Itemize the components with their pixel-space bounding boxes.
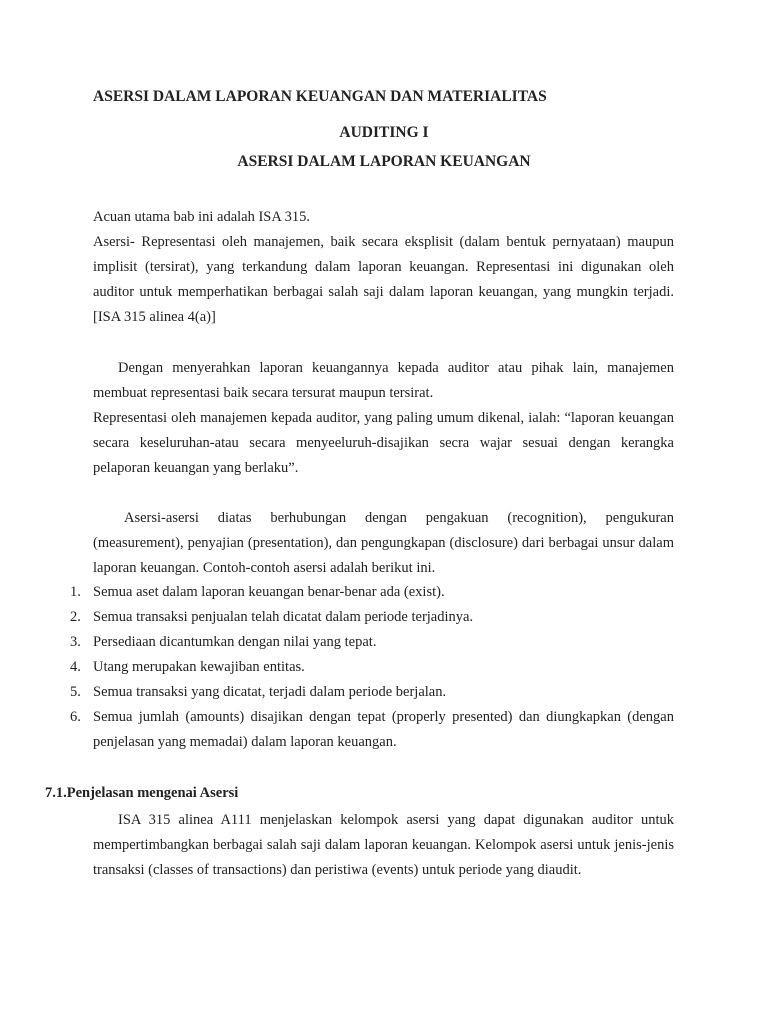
list-item-text: Semua transaksi yang dicatat, terjadi dalam periode berjalan. [93, 684, 447, 700]
subtitle-auditing: AUDITING I [339, 124, 429, 141]
list-item-number: 5. [70, 684, 81, 700]
section-heading: 7.1.Penjelasan mengenai Asersi [45, 785, 239, 801]
list-item-text: Semua transaksi penjualan telah dicatat dalam periode terjadinya. [93, 609, 474, 625]
list-item-text: Semua jumlah (amounts) disajikan dengan tepat (properly presented) dan diungkapkan (dengan penjelasan yang memadai) dalam laporan keuangan. [93, 709, 674, 750]
list-item [0, 680, 768, 705]
paragraph-representation: Dengan menyerahkan laporan keuangannya kepada auditor atau pihak lain, manajemen membuat representasi baik secara tersurat maupun tersirat. [93, 360, 674, 401]
list-item-text: Utang merupakan kewajiban entitas. [93, 659, 305, 675]
list-item [0, 655, 768, 680]
list-item-number: 1. [70, 584, 81, 600]
list-item-text: Semua aset dalam laporan keuangan benar-benar ada (exist). [93, 584, 445, 600]
paragraph-definition: Asersi- Representasi oleh manajemen, baik secara eksplisit (dalam bentuk pernyataan) maupun implisit (tersirat), yang terkandung dalam laporan keuangan. Representasi ini digunakan oleh auditor untuk memperhatikan berbagai salah saji dalam laporan keuangan, yang mungkin terjadi. [ISA 315 alinea 4(a)] [93, 234, 674, 325]
document-title: ASERSI DALAM LAPORAN KEUANGAN DAN MATERIALITAS [93, 88, 547, 105]
list-item-number: 6. [70, 709, 81, 725]
list-item-number: 3. [70, 634, 81, 650]
list-item [0, 705, 768, 755]
assertion-examples-list [0, 580, 768, 755]
subtitle-asersi: ASERSI DALAM LAPORAN KEUANGAN [237, 153, 531, 170]
paragraph-reference: Acuan utama bab ini adalah ISA 315. [93, 209, 311, 225]
paragraph-management-representation: Representasi oleh manajemen kepada auditor, yang paling umum dikenal, ialah: “laporan keuangan secara keseluruhan-atau secara menyeeluruh-disajikan secra wajar sesuai dengan kerangka pelaporan keuangan yang berlaku”. [93, 410, 674, 476]
list-item-number: 2. [70, 609, 81, 625]
paragraph-assertions: Asersi-asersi diatas berhubungan dengan pengakuan (recognition), pengukuran (measurement), penyajian (presentation), dan pengungkapan (disclosure) dari berbagai unsur dalam laporan keuangan. Contoh-contoh asersi adalah berikut ini. [93, 510, 674, 576]
list-item-text: Persediaan dicantumkan dengan nilai yang tepat. [93, 634, 377, 650]
list-item [0, 580, 768, 605]
paragraph-isa315: ISA 315 alinea A111 menjelaskan kelompok asersi yang dapat digunakan auditor untuk mempertimbangkan berbagai salah saji dalam laporan keuangan. Kelompok asersi untuk jenis-jenis transaksi (classes of transactions) dan peristiwa (events) untuk periode yang diaudit. [93, 812, 674, 878]
list-item [0, 605, 768, 630]
list-item [0, 630, 768, 655]
list-item-number: 4. [70, 659, 81, 675]
